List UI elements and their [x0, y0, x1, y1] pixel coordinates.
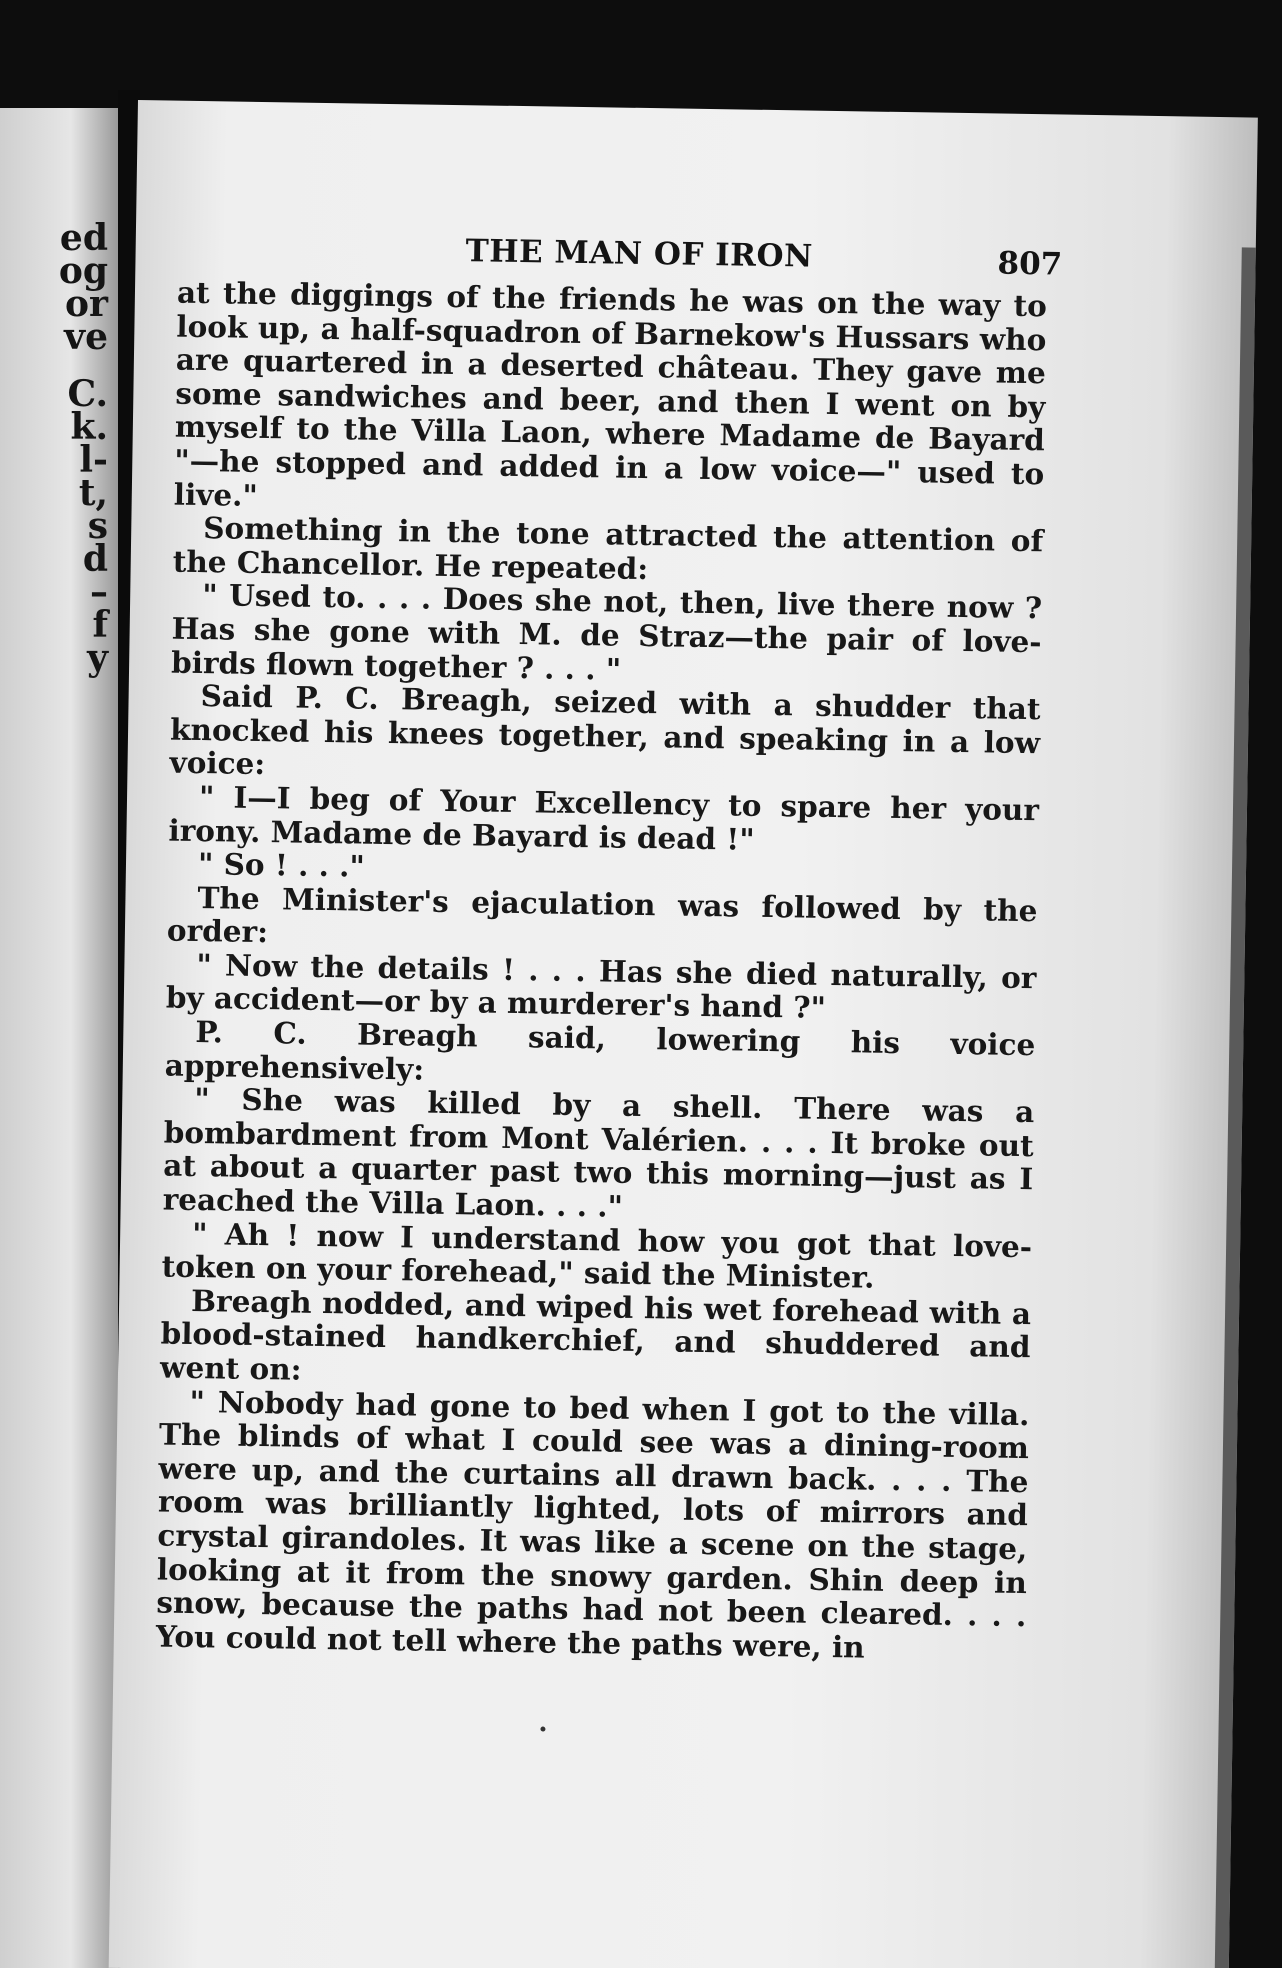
- paragraph: " So ! . . .": [197, 846, 366, 884]
- prev-page-fragment: ed: [59, 217, 108, 259]
- page-body: [156, 276, 1048, 1667]
- prev-page-fragment: f: [92, 604, 108, 646]
- prev-page-fragment: l-: [79, 439, 108, 481]
- prev-page-fragment: or: [65, 283, 108, 325]
- prev-page-fragment: ve: [64, 316, 108, 358]
- paragraph: P. C. Breagh said, lowering his voice apprehensively:: [164, 1014, 1036, 1087]
- scan-speck: [540, 1727, 545, 1732]
- page-number: 807: [997, 245, 1063, 283]
- paragraph: " She was killed by a shell. There was a bombardment from Mont Valérien. . . . It broke out at about a quarter past two this morning—just as I reached the Villa Laon. . . .": [162, 1081, 1035, 1224]
- paragraph: " Nobody had gone to bed when I got to the villa. The blinds of what I could see was a dining-room were up, and the curtains all drawn back. . . . The room was brilliantly lighted, lots of mirrors and crystal girandoles. It was like a scene on the stage, looking at it from the snowy garden. Shin deep in snow, because the paths had not been cleared. . . . You could not tell where the paths were, in: [155, 1383, 1030, 1665]
- paragraph: " Ah ! now I understand how you got that love-token on your forehead," said the Minister.: [161, 1215, 1033, 1295]
- paragraph: at the diggings of the friends he was on the way to look up, a half-squadron of Barnekow's Hussars who are quartered in a deserted château. They gave me some sandwiches and beer, and then I went on by myself to the Villa Laon, where Madame de Bayard "—he stopped and added in a low voice—" used to live.": [173, 274, 1048, 513]
- prev-page-fragment: t,: [78, 472, 108, 514]
- prev-page-fragment: k.: [70, 406, 108, 448]
- paragraph: " I—I beg of Your Excellency to spare her your irony. Madame de Bayard is dead !": [168, 778, 1040, 857]
- prev-page-fragment: C.: [67, 373, 108, 415]
- paragraph: Something in the tone attracted the attention of the Chancellor. He repeated:: [172, 510, 1044, 586]
- paragraph: " Now the details ! . . . Has she died naturally, or by accident—or by a murderer's hand ?": [165, 946, 1037, 1026]
- running-title: THE MAN OF IRON: [465, 233, 814, 275]
- prev-page-fragment: y: [87, 637, 108, 679]
- page-edge-shadow: [1215, 247, 1256, 1968]
- prev-page-fragment: –: [90, 571, 108, 613]
- prev-page-fragment: og: [58, 250, 108, 292]
- paragraph: Said P. C. Breagh, seized with a shudder that knocked his knees together, and speaking in a low voice:: [169, 678, 1041, 782]
- prev-page-fragment: d: [82, 538, 108, 580]
- paragraph: " Used to. . . . Does she not, then, live there now ? Has she gone with M. de Straz—the pair of love-birds flown together ? . . . ": [170, 577, 1043, 687]
- paragraph: The Minister's ejaculation was followed by the order:: [166, 879, 1038, 950]
- prev-page-fragment: s: [87, 505, 108, 547]
- paragraph: Breagh nodded, and wiped his wet forehead with a blood-stained handkerchief, and shuddered and went on:: [159, 1282, 1032, 1387]
- previous-page-edge: [0, 108, 118, 1968]
- book-page: [109, 100, 1258, 1968]
